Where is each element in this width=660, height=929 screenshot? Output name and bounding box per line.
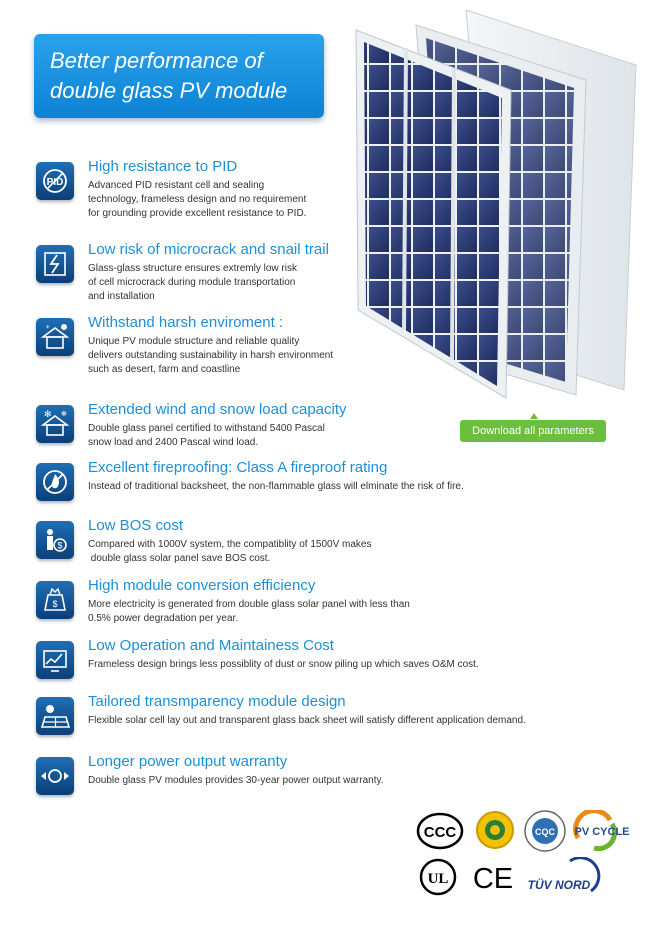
desc-line: 0.5% power degradation per year.	[88, 613, 239, 624]
svg-text:✻: ✻	[61, 410, 67, 418]
svg-text:*: *	[46, 324, 50, 332]
bos-cost-icon	[36, 521, 74, 559]
feature-title: Low BOS cost	[88, 517, 184, 534]
pid-icon	[36, 162, 74, 200]
transparency-icon	[36, 697, 74, 735]
solar-panels-illustration	[346, 10, 646, 400]
svg-text:PID: PID	[46, 177, 64, 188]
desc-line: double glass solar panel save BOS cost.	[88, 553, 271, 564]
desc-line: of cell microcrack during module transportation	[88, 277, 296, 288]
desc-line: More electricity is generated from double glass solar panel with less than	[88, 599, 410, 610]
feature-description	[88, 658, 479, 672]
banner-title	[50, 46, 320, 106]
desc-line: snow load and 2400 Pascal wind load.	[88, 437, 259, 448]
feature-title: Longer power output warranty	[88, 753, 288, 770]
ccc-label: CCC	[423, 824, 457, 841]
ce-cert-logo	[470, 857, 516, 897]
feature-title: Low Operation and Maintainess Cost	[88, 637, 334, 654]
feature-description	[88, 774, 384, 788]
microcrack-icon	[36, 245, 74, 283]
download-parameters-button[interactable]: Download all parameters	[460, 420, 606, 442]
tuv-nord-logo	[525, 857, 605, 897]
feature-description	[88, 480, 464, 494]
feature-description	[88, 598, 410, 626]
feature-description	[88, 714, 526, 728]
desc-line: delivers outstanding sustainability in harsh environment	[88, 350, 334, 361]
ul-cert-logo	[418, 857, 458, 897]
ccc-cert-logo	[416, 812, 464, 850]
feature-description	[88, 335, 333, 377]
desc-line: Compared with 1000V system, the compatiblity of 1500V makes	[88, 539, 372, 550]
ul-label: UL	[427, 871, 449, 887]
desc-line: and installation	[88, 291, 155, 302]
desc-line: Double glass panel certified to withstand 5400 Pascal	[88, 423, 325, 434]
operation-cost-icon	[36, 641, 74, 679]
desc-line: Flexible solar cell lay out and transparent glass back sheet will satisfy different application demand.	[88, 715, 526, 726]
feature-title: Extended wind and snow load capacity	[88, 401, 347, 418]
desc-line: for grounding provide excellent resistance to PID.	[88, 208, 307, 219]
feature-description	[88, 422, 325, 450]
download-button-arrow	[530, 413, 538, 419]
pv-cycle-logo	[568, 810, 638, 852]
desc-line: Double glass PV modules provides 30-year power output warranty.	[88, 775, 384, 786]
tuv-nord-label: TÜV NORD	[527, 878, 591, 892]
quality-seal-logo	[475, 810, 515, 850]
feature-description	[88, 262, 297, 304]
desc-line: Instead of traditional backsheet, the non-flammable glass will elminate the risk of fire.	[88, 481, 464, 492]
cqc-cert-logo	[523, 809, 567, 853]
feature-title: High resistance to PID	[88, 158, 238, 175]
feature-title: High module conversion efficiency	[88, 577, 316, 594]
feature-description	[88, 179, 306, 221]
desc-line: technology, frameless design and no requirement	[88, 194, 307, 205]
svg-text:$: $	[52, 599, 58, 609]
desc-line: Frameless design brings less possiblity of dust or snow piling up which saves O&M cost.	[88, 659, 479, 670]
wind-snow-load-icon	[36, 405, 74, 443]
feature-title: Tailored transmparency module design	[88, 693, 346, 710]
banner-title-line1: Better performance of	[50, 48, 263, 73]
header-banner	[34, 34, 324, 118]
fireproof-icon	[36, 463, 74, 501]
feature-title: Withstand harsh enviroment :	[88, 314, 284, 331]
pv-cycle-label: PV CYCLE	[574, 826, 630, 838]
svg-text:$: $	[57, 540, 63, 551]
desc-line: Glass-glass structure ensures extremly low risk	[88, 263, 297, 274]
ce-label: CE	[472, 863, 514, 895]
banner-title-line2: double glass PV module	[50, 78, 288, 103]
feature-title: Low risk of microcrack and snail trail	[88, 241, 329, 258]
desc-line: such as desert, farm and coastline	[88, 364, 241, 375]
desc-line: Advanced PID resistant cell and sealing	[88, 180, 265, 191]
feature-description	[88, 538, 371, 566]
cqc-label: CQC	[535, 827, 555, 837]
svg-text:✻: ✻	[44, 410, 52, 420]
desc-line: Unique PV module structure and reliable quality	[88, 336, 300, 347]
feature-title: Excellent fireproofing: Class A fireproof rating	[88, 459, 388, 476]
harsh-environment-icon	[36, 318, 74, 356]
efficiency-icon	[36, 581, 74, 619]
warranty-icon	[36, 757, 74, 795]
